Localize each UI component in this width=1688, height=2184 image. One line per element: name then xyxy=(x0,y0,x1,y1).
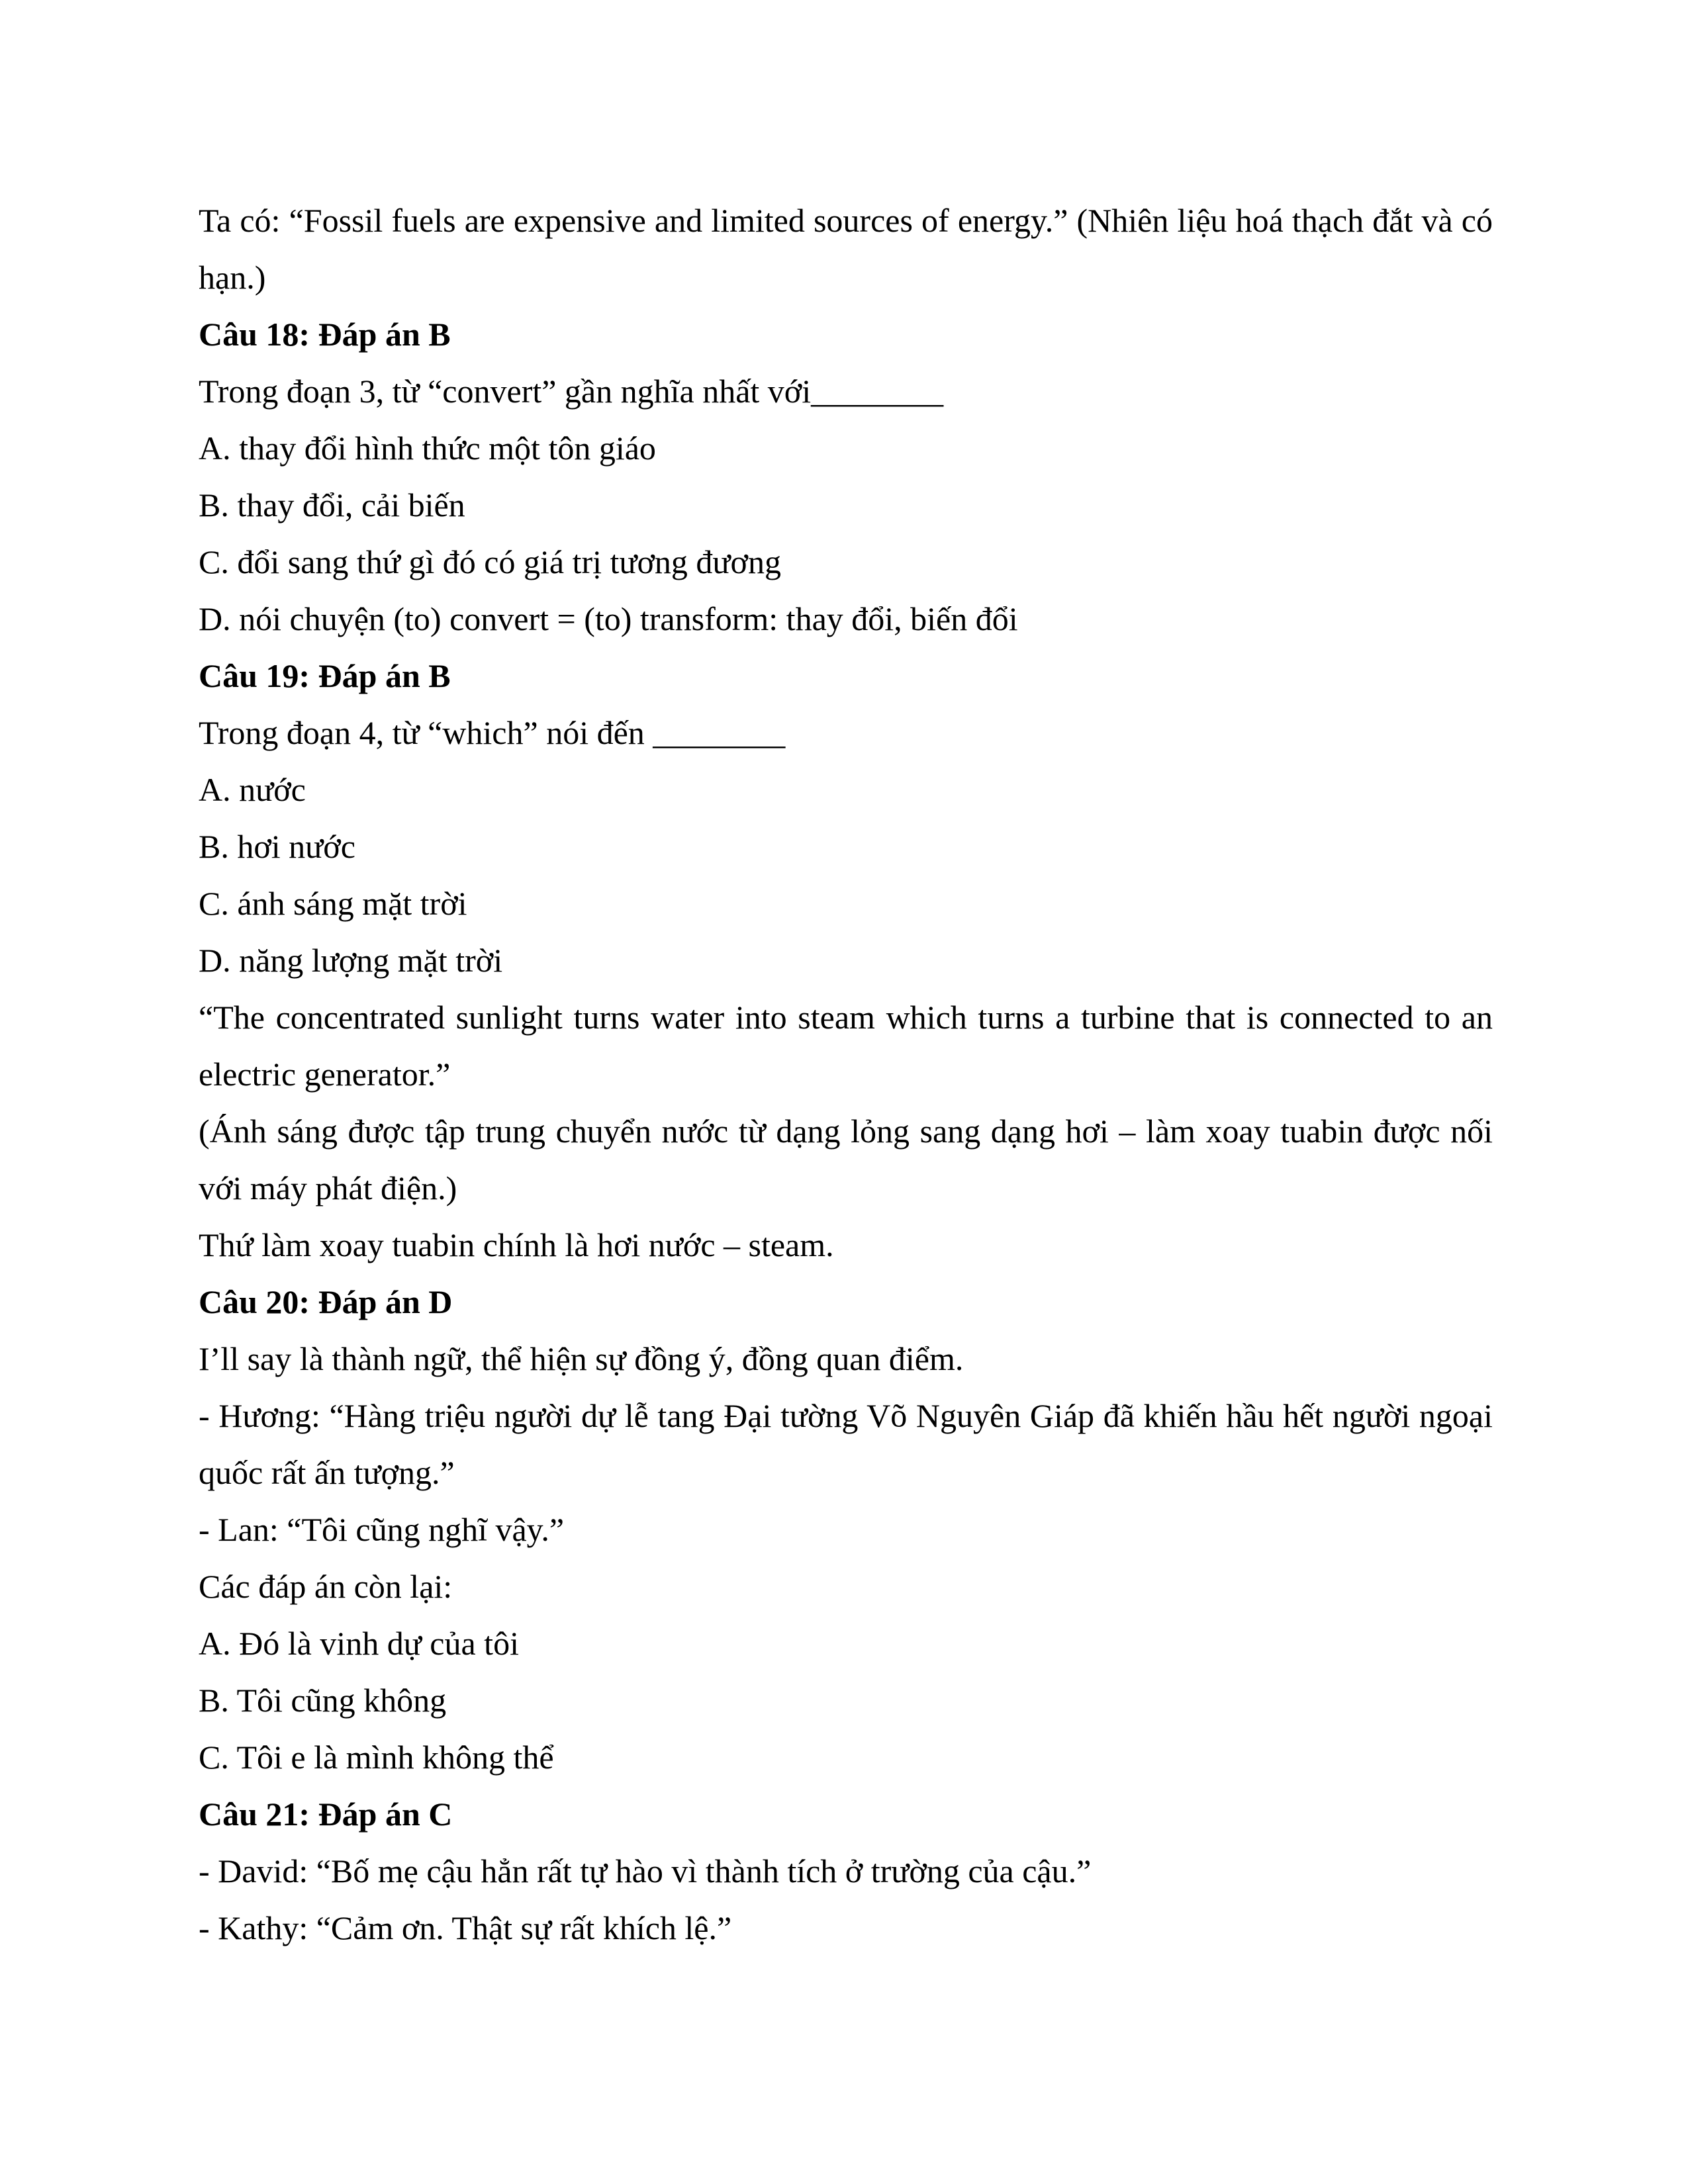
text-line: Ta có: “Fossil fuels are expensive and limited sources of energy.” (Nhiên liệu hoá thạch đắt và có xyxy=(199,202,1493,239)
question-heading: Câu 20: Đáp án D xyxy=(199,1283,453,1320)
text-line: Các đáp án còn lại: xyxy=(199,1568,453,1605)
answer-option: D. năng lượng mặt trời xyxy=(199,942,503,979)
text-line: - David: “Bố mẹ cậu hẳn rất tự hào vì thành tích ở trường của cậu.” xyxy=(199,1852,1092,1889)
question-heading: Câu 19: Đáp án B xyxy=(199,657,451,694)
text-line: quốc rất ấn tượng.” xyxy=(199,1454,455,1491)
answer-option: A. Đó là vinh dự của tôi xyxy=(199,1625,519,1662)
answer-option: B. hơi nước xyxy=(199,828,355,865)
text-line: I’ll say là thành ngữ, thể hiện sự đồng ý, đồng quan điểm. xyxy=(199,1340,964,1377)
text-line: - Hương: “Hàng triệu người dự lễ tang Đại tường Võ Nguyên Giáp đã khiến hầu hết người ngoại xyxy=(199,1397,1493,1434)
answer-option: C. đổi sang thứ gì đó có giá trị tương đương xyxy=(199,543,781,580)
text-line: Thứ làm xoay tuabin chính là hơi nước – steam. xyxy=(199,1226,834,1263)
question-heading: Câu 21: Đáp án C xyxy=(199,1796,453,1833)
text-line: - Lan: “Tôi cũng nghĩ vậy.” xyxy=(199,1511,565,1548)
document-page xyxy=(199,192,1493,1956)
text-line: hạn.) xyxy=(199,259,266,296)
answer-option: A. nước xyxy=(199,771,306,808)
answer-option: C. ánh sáng mặt trời xyxy=(199,885,467,922)
text-line: - Kathy: “Cảm ơn. Thật sự rất khích lệ.” xyxy=(199,1909,732,1946)
question-heading: Câu 18: Đáp án B xyxy=(199,316,451,353)
answer-option: B. Tôi cũng không xyxy=(199,1682,447,1719)
answer-option: B. thay đổi, cải biến xyxy=(199,486,465,523)
answer-option: D. nói chuyện (to) convert = (to) transform: thay đổi, biến đổi xyxy=(199,600,1018,637)
text-line: electric generator.” xyxy=(199,1056,451,1093)
text-line: Trong đoạn 4, từ “which” nói đến ________ xyxy=(199,714,786,751)
answer-option: A. thay đổi hình thức một tôn giáo xyxy=(199,430,656,467)
text-line: (Ánh sáng được tập trung chuyển nước từ dạng lỏng sang dạng hơi – làm xoay tuabin được nối xyxy=(199,1113,1493,1150)
answer-option: C. Tôi e là mình không thể xyxy=(199,1739,554,1776)
text-line: “The concentrated sunlight turns water into steam which turns a turbine that is connected to an xyxy=(199,999,1493,1036)
text-line: Trong đoạn 3, từ “convert” gần nghĩa nhất với________ xyxy=(199,373,944,410)
text-line: với máy phát điện.) xyxy=(199,1169,457,1206)
